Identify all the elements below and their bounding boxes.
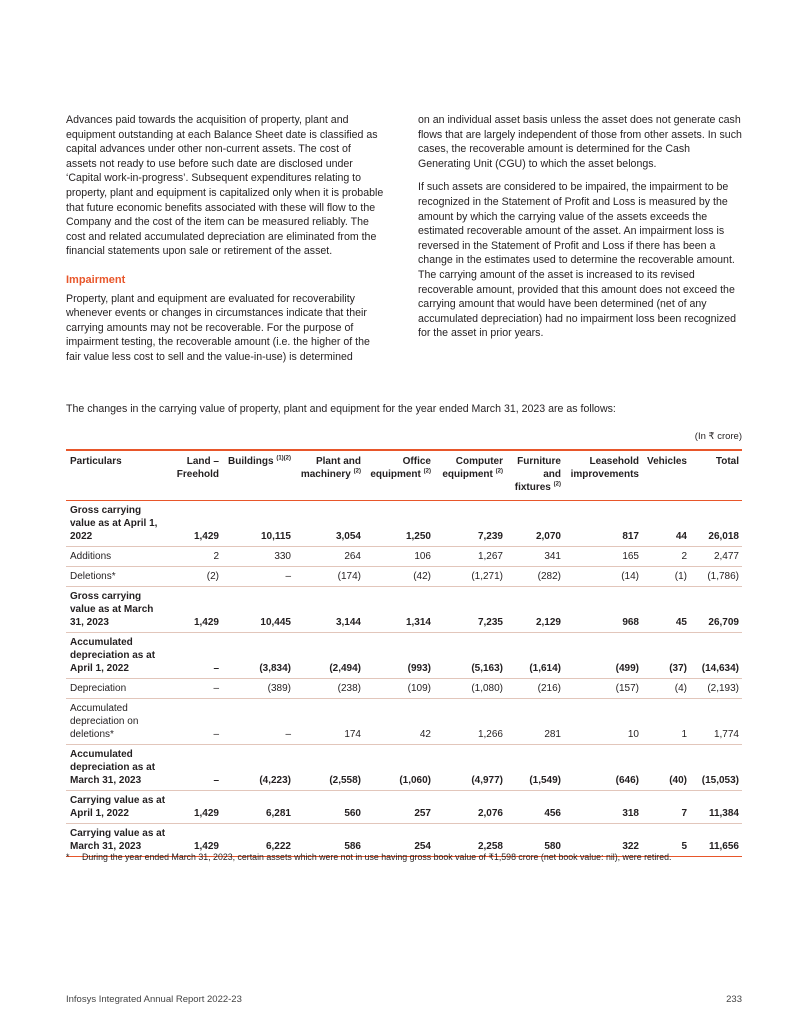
table-cell: 2 (213, 551, 219, 562)
column-header-label: Plant and machinery (300, 456, 361, 480)
column-header-label: Computer equipment (442, 456, 503, 480)
table-body (66, 501, 742, 857)
table-cell: 1,429 (193, 617, 219, 628)
table-cell: (14) (621, 571, 639, 582)
table-cell: (109) (407, 683, 431, 694)
table-cell: 10,115 (260, 531, 291, 542)
table-cell: (2) (206, 571, 219, 582)
table-cell: 2,477 (713, 551, 739, 562)
table-cell: 2 (681, 551, 687, 562)
table-cell: (1,271) (471, 571, 503, 582)
table-cell: 7,235 (477, 617, 503, 628)
table-cell: 318 (622, 808, 639, 819)
table-cell: 26,018 (708, 531, 739, 542)
table-cell: 26,709 (708, 617, 739, 628)
table-cell: 165 (622, 551, 639, 562)
table-cell: 2,070 (535, 531, 561, 542)
row-label: Carrying value as at March 31, 2023 (70, 828, 166, 852)
table-cell: (1,614) (529, 663, 561, 674)
column-header (170, 450, 222, 501)
table-cell: (2,494) (329, 663, 361, 674)
table-row (66, 699, 742, 745)
table-cell: (4,223) (259, 775, 291, 786)
row-label: Carrying value as at April 1, 2022 (70, 795, 166, 819)
table-cell: 1 (681, 729, 687, 740)
column-header-label: Total (715, 456, 739, 467)
table-cell: (1,549) (529, 775, 561, 786)
table-cell: (174) (337, 571, 361, 582)
column-header (564, 450, 642, 501)
table-cell: (4,977) (471, 775, 503, 786)
row-label: Gross carrying value as at March 31, 2023 (70, 591, 154, 628)
table-cell: – (213, 729, 219, 740)
row-label: Additions (70, 551, 112, 562)
table-cell: (15,053) (701, 775, 739, 786)
table-cell: 1,774 (713, 729, 739, 740)
table-cell: – (213, 663, 219, 674)
footnote-ref: (2) (553, 481, 561, 488)
table-cell: 3,144 (335, 617, 361, 628)
column-header-label: Particulars (70, 456, 122, 467)
table-cell: 257 (414, 808, 431, 819)
table-cell: 6,222 (265, 841, 291, 852)
table-cell: (42) (413, 571, 431, 582)
table-row (66, 501, 742, 547)
table-cell: (389) (267, 683, 291, 694)
table-cell: (282) (537, 571, 561, 582)
table-row (66, 679, 742, 699)
table-cell: 580 (544, 841, 561, 852)
table-cell: (2,558) (329, 775, 361, 786)
table-cell: 42 (419, 729, 431, 740)
table-cell: (37) (669, 663, 687, 674)
table-cell: – (213, 775, 219, 786)
table-cell: 45 (675, 617, 687, 628)
section-heading-impairment: Impairment (66, 273, 126, 286)
table-cell: 10 (627, 729, 639, 740)
column-header-label: Buildings (227, 456, 274, 467)
table-cell: (646) (615, 775, 639, 786)
table-cell: 44 (675, 531, 687, 542)
table-cell: (157) (615, 683, 639, 694)
column-header (222, 450, 294, 501)
footnote-text: During the year ended March 31, 2023, certain assets which were not in use having gross book value of ₹1,598 crore (net book value: nil), were retired. (82, 852, 672, 862)
table-cell: 7,239 (477, 531, 503, 542)
table-cell: 456 (544, 808, 561, 819)
table-cell: (1) (674, 571, 687, 582)
column-header-label: Vehicles (646, 456, 687, 467)
table-cell: 330 (274, 551, 291, 562)
table-cell: 322 (622, 841, 639, 852)
table-cell: 174 (344, 729, 361, 740)
table-cell: 1,267 (477, 551, 503, 562)
ppe-table (66, 449, 742, 857)
footnote-mark: * (66, 852, 70, 862)
table-cell: 586 (344, 841, 361, 852)
table-row (66, 791, 742, 824)
table-cell: – (285, 729, 291, 740)
footer-page-number: 233 (726, 994, 742, 1005)
column-header-label: Office equipment (370, 456, 431, 480)
table-cell: (4) (674, 683, 687, 694)
right-text-column (418, 113, 742, 350)
footnote-ref: (1)(2) (276, 455, 291, 462)
column-header-label: Leasehold improvements (570, 456, 639, 480)
table-cell: (3,834) (259, 663, 291, 674)
footnote-ref: (2) (423, 468, 431, 475)
table-cell: (1,060) (399, 775, 431, 786)
row-label: Accumulated depreciation on deletions* (70, 703, 139, 740)
table-cell: 1,266 (477, 729, 503, 740)
row-label: Gross carrying value as at April 1, 2022 (70, 505, 158, 542)
table-intro: The changes in the carrying value of property, plant and equipment for the year ended March 31, 2023 are as follows: (66, 403, 616, 415)
footer-report-title: Infosys Integrated Annual Report 2022-23 (66, 994, 242, 1005)
paragraph: Property, plant and equipment are evaluated for recoverability whenever events or changes in circumstances indicate that their carrying amounts may not be recoverable. For the purpose of impairment testing, the recoverable amount (i.e. the higher of the fair value less cost to sell and the value-in-use) is determined (66, 292, 370, 363)
table-cell: (216) (537, 683, 561, 694)
table-cell: 106 (414, 551, 431, 562)
table-cell: 10,445 (260, 617, 291, 628)
column-header (434, 450, 506, 501)
footnote (66, 852, 671, 863)
table-cell: – (285, 571, 291, 582)
table-cell: 3,054 (335, 531, 361, 542)
row-label: Accumulated depreciation as at April 1, 2022 (70, 637, 156, 674)
table-cell: (1,080) (471, 683, 503, 694)
table-cell: 11,384 (708, 808, 739, 819)
table-cell: 2,129 (535, 617, 561, 628)
table-cell: 1,429 (193, 531, 219, 542)
column-header (642, 450, 690, 501)
table-cell: 5 (681, 841, 687, 852)
table-cell: 264 (344, 551, 361, 562)
column-header (66, 450, 170, 501)
table-cell: 7 (681, 808, 687, 819)
column-header (690, 450, 742, 501)
table-cell: 1,429 (193, 808, 219, 819)
table-cell: 817 (622, 531, 639, 542)
table-row (66, 745, 742, 791)
table-cell: (14,634) (701, 663, 739, 674)
table-cell: 1,314 (405, 617, 431, 628)
table-cell: 1,429 (193, 841, 219, 852)
unit-label: (In ₹ crore) (694, 431, 742, 442)
table-row (66, 547, 742, 567)
ppe-table-container (66, 449, 742, 857)
table-cell: (5,163) (471, 663, 503, 674)
table-row (66, 567, 742, 587)
table-cell: 254 (414, 841, 431, 852)
table-cell: (499) (615, 663, 639, 674)
row-label: Accumulated depreciation as at March 31, 2023 (70, 749, 156, 786)
footnote-ref: (2) (495, 468, 503, 475)
table-cell: 2,076 (477, 808, 503, 819)
table-cell: 1,250 (405, 531, 431, 542)
paragraph: If such assets are considered to be impaired, the impairment to be recognized in the Statement of Profit and Loss is measured by the amount by which the carrying value of the assets exceeds the estimated recoverable amount of the asset. An impairment loss is reversed in the Statement of Profit and Loss if there has been a change in the estimates used to determine the recoverable amount. The carrying amount of the asset is increased to its revised recoverable amount, provided that this amount does not exceed the carrying amount that would have been determined (net of any accumulated depreciation) had no impairment loss been recognized for the asset in prior years. (418, 181, 736, 340)
table-row (66, 633, 742, 679)
table-cell: (1,786) (707, 571, 739, 582)
table-cell: 968 (622, 617, 639, 628)
table-header-row (66, 450, 742, 501)
row-label: Deletions* (70, 571, 116, 582)
column-header-label: Land – Freehold (176, 456, 219, 480)
table-cell: (993) (407, 663, 431, 674)
paragraph: on an individual asset basis unless the asset does not generate cash flows that are largely independent of those from other assets. In such cases, the recoverable amount is determined for the Cash Generating Unit (CGU) to which the asset belongs. (418, 114, 742, 170)
table-cell: 281 (544, 729, 561, 740)
column-header (294, 450, 364, 501)
table-cell: (2,193) (707, 683, 739, 694)
column-header-label: Furniture and fixtures (514, 456, 561, 493)
table-cell: – (213, 683, 219, 694)
column-header (364, 450, 434, 501)
table-cell: 11,656 (708, 841, 739, 852)
table-cell: 2,258 (477, 841, 503, 852)
row-label: Depreciation (70, 683, 127, 694)
table-cell: 6,281 (265, 808, 291, 819)
table-cell: (238) (337, 683, 361, 694)
column-header (506, 450, 564, 501)
table-cell: (40) (669, 775, 687, 786)
table-cell: 560 (344, 808, 361, 819)
paragraph: Advances paid towards the acquisition of property, plant and equipment outstanding at each Balance Sheet date is classified as capital advances under other non-current assets. The cost of assets not ready to use before such date are disclosed under ‘Capital work-in-progress’. Subsequent expenditures relating to property, plant and equipment is capitalized only when it is probable that future economic benefits associated with these will flow to the Company and the cost of the item can be measured reliably. The cost and related accumulated depreciation are eliminated from the financial statements upon sale or retirement of the asset. (66, 114, 384, 258)
left-text-column (66, 113, 384, 374)
table-row (66, 587, 742, 633)
footnote-ref: (2) (353, 468, 361, 475)
table-cell: 341 (544, 551, 561, 562)
